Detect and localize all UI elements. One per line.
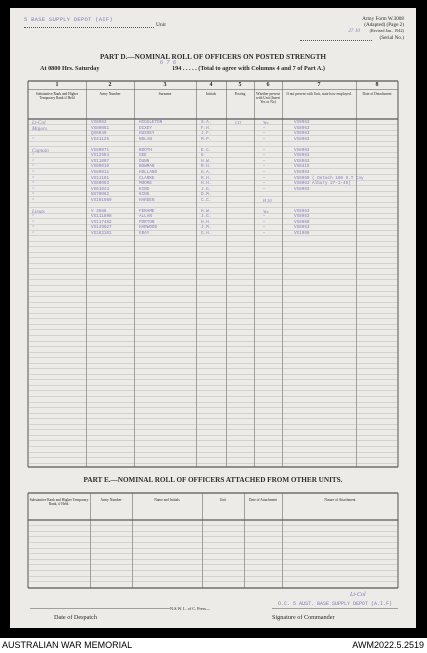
rank-cell: " [32, 186, 35, 193]
present-cell: Yes [263, 208, 269, 214]
date-handwriting: 6 7 6 [160, 60, 177, 66]
initials-cell: G [201, 153, 204, 159]
rank-cell: Lieuts [32, 208, 45, 215]
number-cell: VX8963 [91, 120, 107, 125]
rank-cell: " [32, 158, 35, 165]
employed-cell: VX8963 [294, 225, 310, 231]
initials-cell: R.H. [201, 164, 212, 170]
rank-cell: " [32, 175, 35, 182]
serial-handwriting: 27 10 [348, 28, 360, 34]
rank-handwriting: Lt-Col [350, 592, 366, 598]
initials-cell: G.A. [201, 169, 212, 175]
initials-cell: G.H. [201, 231, 212, 236]
column-header: Whether present with Unit (Insert Yes or No) [256, 92, 280, 105]
form-sheet [10, 8, 416, 628]
present-cell: " [263, 175, 265, 181]
surname-cell: BOOTH [139, 147, 152, 153]
employed-cell: VX1960 [294, 231, 310, 236]
employed-cell: VX6415 [294, 164, 310, 170]
surname-cell: CLARKE [139, 175, 155, 181]
number-cell: VX80061 [91, 125, 110, 131]
initials-cell: F.H. [201, 125, 212, 131]
present-cell: " [263, 164, 265, 170]
number-cell: VX80010 [91, 164, 110, 170]
present-cell: " [263, 125, 265, 131]
number-cell: VX80011 [91, 169, 110, 175]
present-cell: " [263, 158, 265, 164]
employed-cell: VX8963 [294, 136, 310, 142]
present-cell: " [263, 136, 265, 142]
number-cell: VX12564 [91, 153, 110, 159]
rank-cell: " [32, 219, 35, 226]
employed-cell: VX8963 [294, 153, 310, 159]
employed-cell: VX8963 [294, 214, 310, 220]
initials-cell: J.G. [201, 214, 212, 220]
surname-cell: HOLLAND [139, 169, 158, 175]
initials-cell: H.W. [201, 208, 212, 214]
number-cell: QX6049 [91, 131, 107, 137]
number-cell: VX182101 [91, 231, 112, 236]
rank-cell: Lt-Col [32, 120, 46, 126]
initials-cell: M.P. [201, 136, 212, 142]
initials-cell: H.H. [201, 219, 212, 225]
initials-cell: J.G. [201, 186, 212, 192]
column-number: 2 [108, 82, 112, 88]
employed-cell: VX8963 [294, 147, 310, 153]
employed-cell: VX8963 [294, 120, 310, 125]
rank-cell: " [32, 214, 35, 221]
form-adapted: (Adapted) (Page 2) [364, 22, 404, 28]
part-e-title: PART E.—NOMINAL ROLL OF OFFICERS ATTACHED FROM OTHER UNITS. [83, 476, 343, 484]
rank-cell: " [32, 197, 35, 204]
present-cell: " [263, 169, 265, 175]
initials-cell: D.M. [201, 192, 212, 198]
caption-bar [0, 638, 427, 653]
column-number: 8 [375, 82, 379, 88]
part-e-column-header: Name and Initials [154, 498, 180, 502]
column-number: 5 [238, 82, 242, 88]
rank-cell: " [32, 136, 35, 143]
employed-cell: VX8963 [294, 169, 310, 175]
number-cell: V 3588 [91, 208, 107, 214]
rank-cell: " [32, 181, 35, 188]
surname-cell: GEE [139, 153, 147, 159]
employed-cell: VX8960 [294, 219, 310, 225]
column-header: Initials [206, 92, 216, 96]
present-cell: H 30 [263, 197, 272, 203]
employed-cell: VX8963 [294, 158, 310, 164]
initials-cell: S.A. [201, 120, 212, 125]
part-e-column-header: Nature of Attachment [324, 498, 356, 502]
surname-cell: HIGGLETON [139, 120, 163, 125]
number-cell: VX80063 [91, 181, 110, 187]
column-header: Posting [234, 92, 246, 96]
employed-cell: VX8960 ( Detach 160 S.T Coy [294, 175, 364, 181]
initials-cell: E.C. [201, 147, 212, 153]
present-cell: " [263, 181, 265, 187]
part-e-column-header: Army Number [100, 498, 122, 502]
surname-cell: HUSSEY [139, 131, 155, 137]
employed-cell: VX8963 Albury 27-1-46) [294, 181, 351, 187]
employed-cell: VX8963 [294, 208, 310, 214]
rank-cell: Majors [32, 125, 47, 132]
present-cell: " [263, 186, 265, 192]
surname-cell: GRAY [139, 231, 150, 236]
column-header: Surname [158, 92, 172, 96]
unit-label: Unit [156, 22, 166, 28]
commander-stamp: O.C. 5 AUST. BASE SUPPLY DEPOT (A.I.F) [278, 601, 393, 607]
initials-cell: H.W. [201, 158, 212, 164]
surname-cell: KING [139, 186, 150, 192]
rank-cell: Captain [32, 147, 49, 154]
present-cell: Yes [263, 120, 269, 125]
number-cell: VX41125 [91, 136, 110, 142]
caption-right: AWM2022.5.2519 [352, 640, 424, 650]
initials-cell: R.H. [201, 175, 212, 181]
number-cell: VX61043 [91, 186, 110, 192]
surname-cell: DIXEY [139, 125, 152, 131]
part-d-subtitle-suffix: 194 . . . . . (Total to agree with Columns 4 and 7 of Part A.) [172, 65, 325, 72]
column-number: 3 [163, 82, 167, 88]
serial-label: (Serial No.) [379, 35, 404, 41]
rank-cell: " [32, 164, 35, 171]
present-cell: " [263, 219, 265, 225]
surname-cell: BOWMAN [139, 164, 155, 170]
number-cell: VX149027 [91, 225, 112, 231]
surname-cell: NOLAN [139, 136, 152, 142]
unit-stamp: 5 BASE SUPPLY DEPOT (AIF) [24, 16, 113, 23]
surname-cell: HARWOOD [139, 225, 158, 231]
rank-cell: " [32, 192, 35, 199]
rank-cell: " [32, 169, 35, 176]
initials-cell: J.M. [201, 225, 212, 231]
column-number: 7 [317, 82, 321, 88]
surname-cell: HARDEN [139, 197, 155, 203]
present-cell: " [263, 153, 265, 159]
present-cell: " [263, 214, 265, 220]
number-cell: VX117482 [91, 219, 112, 225]
part-e-column-header: Substantive Rank and Higher Temporary Rank, if Held. [29, 498, 89, 507]
employed-cell: VX8963 [294, 131, 310, 137]
despatch-date-label: Date of Despatch [54, 614, 97, 621]
column-number: 1 [55, 82, 59, 88]
part-e-column-header: Date of Attachment [248, 498, 278, 502]
part-e-column-header: Unit [219, 498, 227, 502]
rank-cell: " [32, 231, 35, 237]
surname-cell: KING [139, 192, 150, 198]
number-cell: VX101960 [91, 197, 112, 203]
column-header: Substantive Rank and Higher Temporary Rank if Held [35, 92, 79, 101]
number-cell: NX70082 [91, 192, 110, 198]
number-cell: VX11007 [91, 158, 110, 164]
table-grid [10, 8, 416, 628]
surname-cell: FERAME [139, 208, 155, 214]
employed-cell: VX8963 [294, 186, 310, 192]
initials-cell: H.H. [201, 181, 212, 187]
form-number: Army Form W.3008 [362, 16, 404, 22]
present-cell: " [263, 131, 265, 137]
posting-cell: CO [235, 120, 241, 125]
column-header: Date of Detachment [362, 92, 392, 96]
number-cell: VX80071 [91, 147, 110, 153]
number-cell: VX11101 [91, 175, 110, 181]
column-number: 4 [209, 82, 213, 88]
present-cell: " [263, 225, 265, 231]
surname-cell: MOORE [139, 181, 152, 187]
surname-cell: PORTON [139, 219, 155, 225]
column-header: Army Number [99, 92, 121, 96]
present-cell: " [263, 231, 265, 236]
commander-signature-label: Signature of Commander [272, 614, 335, 621]
rank-cell: " [32, 225, 35, 232]
column-number: 6 [266, 82, 270, 88]
employed-cell: VX8963 [294, 125, 310, 131]
form-revised: (Revised Jan., 1942) [369, 28, 404, 33]
column-header: If not present with Unit, state how employed. [286, 92, 352, 96]
initials-cell: C.C. [201, 197, 212, 203]
surname-cell: DUNN [139, 158, 150, 164]
caption-left: AUSTRALIAN WAR MEMORIAL [2, 640, 133, 650]
printer-note: N.S.W. L. of C. Press— [170, 606, 211, 611]
surname-cell: ALLAN [139, 214, 152, 220]
present-cell: " [263, 147, 265, 153]
part-d-title: PART D.—NOMINAL ROLL OF OFFICERS ON POSTED STRENGTH [99, 53, 327, 61]
rank-cell: " [32, 153, 35, 160]
part-d-subtitle-prefix: At 0800 Hrs. Saturday [40, 65, 100, 72]
number-cell: VX111898 [91, 214, 112, 220]
initials-cell: J.F. [201, 131, 212, 137]
